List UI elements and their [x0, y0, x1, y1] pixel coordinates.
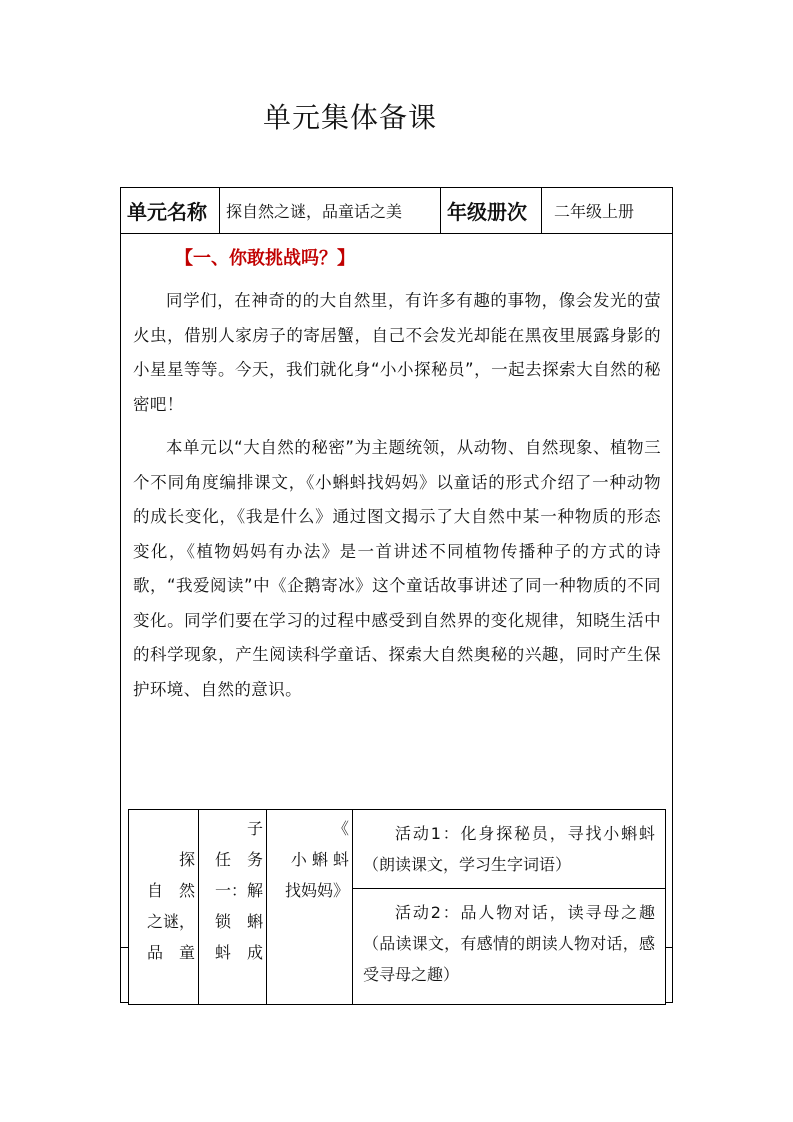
unit-name-label: 单元名称: [121, 188, 220, 233]
lesson-line: 小 蝌 蚪: [290, 850, 349, 869]
unit-name-value: 探自然之谜，品童话之美: [220, 188, 441, 233]
theme-line: 探: [178, 850, 195, 869]
activity-2-cell: 活动2：品人物对话，读寻母之趣（品读课文，有感情的朗读人物对话，感受寻母之趣）: [363, 903, 655, 984]
task-table: [128, 809, 666, 1005]
grade-label: 年级册次: [441, 188, 542, 233]
lesson-cell: [267, 810, 353, 1004]
theme-line: 品 童: [146, 943, 195, 962]
subtask-line: 蚪 成: [214, 943, 263, 962]
theme-line: 之谜，: [146, 912, 195, 931]
lesson-line: 找妈妈》: [284, 881, 349, 900]
subtask-line: 任 务: [214, 850, 263, 869]
header-row: [121, 188, 672, 234]
subtask-line: 一：解: [214, 881, 263, 900]
activity-1-cell: 活动1：化身探秘员，寻找小蝌蚪（朗读课文，学习生字词语）: [353, 810, 665, 889]
theme-line: 自 然: [146, 881, 195, 900]
subtask-line: 子: [246, 819, 263, 838]
lesson-plan-table: [120, 187, 673, 1003]
intro-paragraph: 同学们，在神奇的的大自然里，有许多有趣的事物，像会发光的萤火虫，借别人家房子的寄居蟹，自己不会发光却能在黑夜里展露身影的小星星等等。今天，我们就化身“小小探秘员”，一起去探索大自然的秘密吧！: [133, 291, 661, 414]
theme-cell: [129, 810, 199, 1004]
lesson-line: 《: [332, 819, 349, 838]
grade-value: 二年级上册: [554, 202, 635, 221]
subtask-cell: [199, 810, 267, 1004]
subtask-line: 锁 蝌: [214, 912, 263, 931]
section-heading-challenge: 【一、你敢挑战吗？】: [175, 248, 355, 269]
unit-description-paragraph: 本单元以“大自然的秘密”为主题统领，从动物、自然现象、植物三个不同角度编排课文，《小蝌蚪找妈妈》以童话的形式介绍了一种动物的成长变化，《我是什么》通过图文揭示了大自然中某一种物质的形态变化，《植物妈妈有办法》是一首讲述不同植物传播种子的方式的诗歌，“我爱阅读”中《企鹅寄冰》这个童话故事讲述了同一种物质的不同变化。同学们要在学习的过程中感受到自然界的变化规律，知晓生活中的科学现象，产生阅读科学童话、探索大自然奥秘的兴趣，同时产生保护环境、自然的意识。: [133, 438, 661, 699]
page-title: 单元集体备课: [262, 101, 437, 134]
